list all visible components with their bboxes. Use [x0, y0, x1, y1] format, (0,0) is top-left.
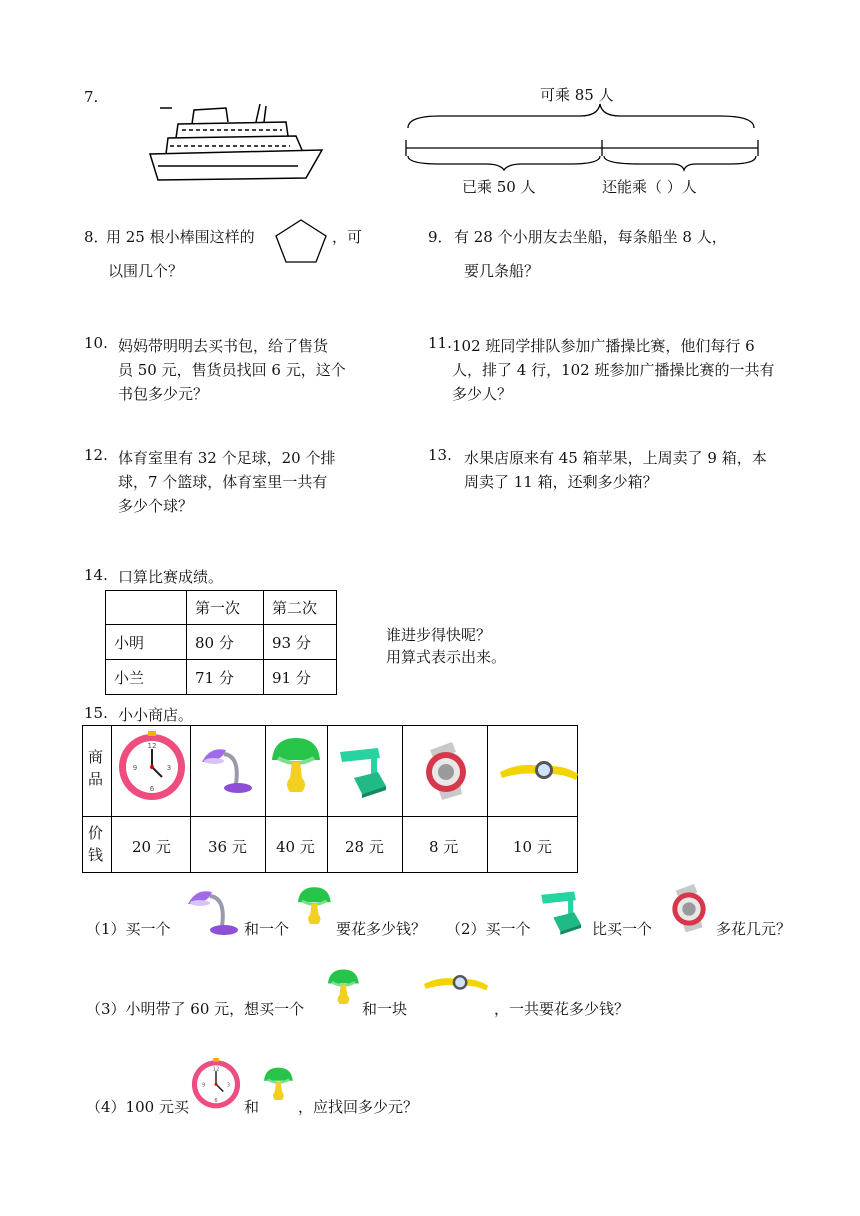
- divider: [265, 725, 266, 873]
- q10-line: 员 50 元，售货员找回 6 元，这个: [118, 361, 346, 379]
- q15-number: 15.: [84, 704, 108, 722]
- q12-text: [118, 446, 335, 518]
- sub1-text-a: （1）买一个: [86, 920, 171, 938]
- q14-number: 14.: [84, 566, 108, 584]
- score-table: [105, 590, 337, 695]
- price-mushroom-lamp: 40 元: [276, 838, 315, 856]
- q7-number: 7.: [84, 88, 99, 106]
- brace-diagram: [400, 100, 770, 170]
- yellow-wristwatch-icon: [424, 974, 488, 994]
- purple-desk-lamp-icon: [200, 740, 256, 796]
- green-mushroom-lamp-icon: [328, 964, 360, 1012]
- sub3-text-b: 和一块: [362, 1000, 408, 1018]
- q15-title: 小小商店。: [118, 706, 194, 724]
- q11-line: 多少人？: [452, 385, 513, 403]
- sub2-text-c: 多花几元？: [716, 920, 792, 938]
- table-cell: [106, 591, 187, 625]
- q10-line: 妈妈带明明去买书包，给了售货: [118, 337, 329, 355]
- q9-text-b: 要几条船？: [464, 262, 540, 280]
- sports-watch-icon: [416, 742, 476, 802]
- table-cell: 93 分: [264, 625, 337, 660]
- q12-number: 12.: [84, 446, 108, 464]
- table-cell: 第一次: [187, 591, 264, 625]
- table-header-row: [106, 591, 337, 625]
- table-cell: 小兰: [106, 660, 187, 695]
- q8-number: 8．: [84, 228, 109, 246]
- sports-watch-icon: [664, 884, 714, 934]
- table-row: [106, 625, 337, 660]
- divider: [190, 725, 191, 873]
- q9-text: 有 28 个小朋友去坐船，每条船坐 8 人，: [454, 228, 727, 246]
- q8-text: 用 25 根小棒围这样的: [106, 228, 255, 246]
- alarm-clock-icon: [190, 1058, 242, 1112]
- q7-remaining-label: 还能乘（ ）人: [602, 178, 697, 196]
- q12-line: 球，7 个篮球，体育室里一共有: [118, 473, 328, 491]
- yellow-wristwatch-icon: [500, 760, 578, 784]
- q11-text: [452, 334, 774, 406]
- table-cell: 71 分: [187, 660, 264, 695]
- price-wristwatch: 10 元: [513, 838, 552, 856]
- green-desk-lamp-icon: [536, 888, 588, 940]
- q10-text: [118, 334, 346, 406]
- price-purple-lamp: 36 元: [208, 838, 247, 856]
- divider: [487, 725, 488, 873]
- q7-boarded-label: 已乘 50 人: [462, 178, 536, 196]
- q10-number: 10.: [84, 334, 108, 352]
- price-sports-watch: 8 元: [429, 838, 459, 856]
- table-cell: 小明: [106, 625, 187, 660]
- sub4-text-a: （4）100 元买: [86, 1098, 189, 1116]
- table-cell: 第二次: [264, 591, 337, 625]
- pentagon-icon: [274, 218, 328, 264]
- purple-desk-lamp-icon: [186, 882, 242, 938]
- green-mushroom-lamp-icon: [264, 1062, 294, 1108]
- q13-number: 13.: [428, 446, 452, 464]
- divider: [82, 816, 578, 817]
- row-label-price: 价钱: [88, 824, 104, 864]
- q9-number: 9．: [428, 228, 453, 246]
- sub1-text-b: 和一个: [244, 920, 290, 938]
- alarm-clock-icon: [117, 731, 187, 805]
- sub1-text-c: 要花多少钱？: [336, 920, 427, 938]
- q14-question-2: 用算式表示出来。: [386, 648, 507, 666]
- q11-number: 11.: [428, 334, 452, 352]
- q13-line: 周卖了 11 箱，还剩多少箱？: [464, 473, 658, 491]
- q13-line: 水果店原来有 45 箱苹果，上周卖了 9 箱，本: [464, 449, 767, 467]
- q14-question-1: 谁进步得快呢？: [386, 626, 492, 644]
- q12-line: 多少个球？: [118, 497, 194, 515]
- divider: [402, 725, 403, 873]
- q13-text: [464, 446, 767, 494]
- green-mushroom-lamp-icon: [272, 738, 322, 796]
- table-cell: 80 分: [187, 625, 264, 660]
- sub4-text-b: 和: [244, 1098, 260, 1116]
- ship-icon: [146, 100, 326, 186]
- q11-line: 人，排了 4 行，102 班参加广播操比赛的一共有: [452, 361, 775, 379]
- green-desk-lamp-icon: [334, 748, 394, 800]
- sub3-text-c: ，一共要花多少钱？: [494, 1000, 630, 1018]
- divider: [327, 725, 328, 873]
- q8-text-c: 以围几个？: [108, 262, 184, 280]
- q11-line: 102 班同学排队参加广播操比赛，他们每行 6: [452, 337, 755, 355]
- q8-text-b: ，可: [332, 228, 363, 246]
- sub4-text-c: ，应找回多少元？: [298, 1098, 419, 1116]
- table-cell: 91 分: [264, 660, 337, 695]
- sub3-text-a: （3）小明带了 60 元，想买一个: [86, 1000, 305, 1018]
- divider: [111, 725, 112, 873]
- price-clock: 20 元: [132, 838, 171, 856]
- green-mushroom-lamp-icon: [298, 882, 332, 932]
- q10-line: 书包多少元？: [118, 385, 209, 403]
- sub2-text-b: 比买一个: [592, 920, 653, 938]
- table-row: [106, 660, 337, 695]
- q12-line: 体育室里有 32 个足球，20 个排: [118, 449, 336, 467]
- row-label-goods: 商品: [88, 748, 104, 788]
- q7-total-label: 可乘 85 人: [540, 86, 614, 104]
- price-green-lamp: 28 元: [345, 838, 384, 856]
- sub2-text-a: （2）买一个: [446, 920, 531, 938]
- q14-title: 口算比赛成绩。: [118, 568, 224, 586]
